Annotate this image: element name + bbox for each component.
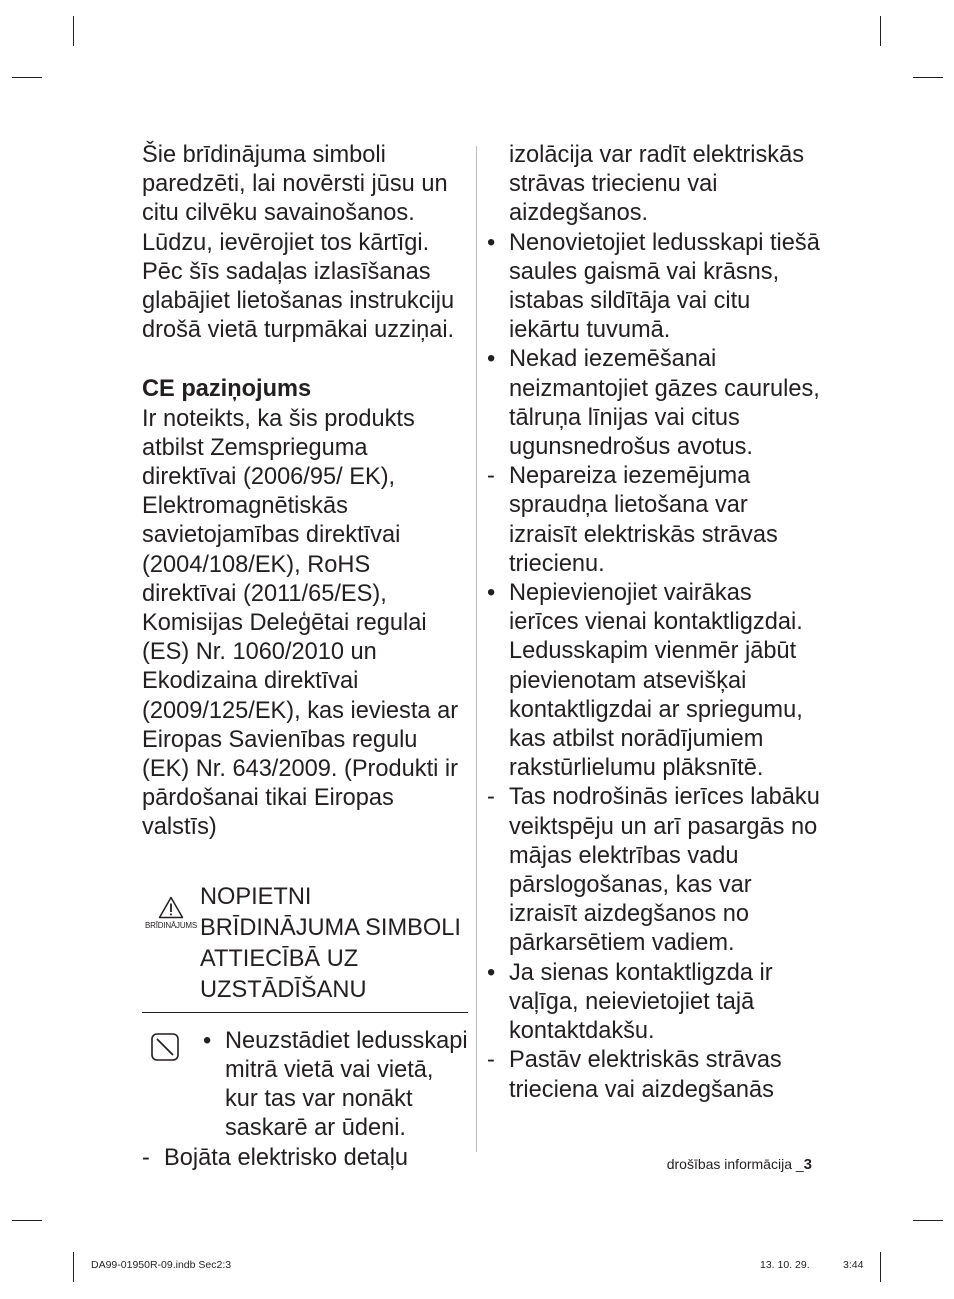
crop-mark bbox=[913, 77, 943, 78]
crop-mark bbox=[880, 16, 881, 46]
list-item-text: Ja sienas kontaktligzda ir vaļīga, neievietojiet tajā kontaktdakšu. bbox=[509, 959, 773, 1045]
crop-mark bbox=[12, 77, 42, 78]
warning-heading-block bbox=[142, 882, 468, 1013]
warning-caption: BRĪDINĀJUMS bbox=[144, 920, 198, 930]
list-item-text: Nepareiza iezemējuma spraudņa lietošana var izraisīt elektriskās strāvas triecienu. bbox=[509, 463, 778, 577]
list-marker: • bbox=[487, 580, 496, 607]
list-marker: • bbox=[487, 229, 496, 256]
list-item-text: Tas nodrošinās ierīces labāku veiktspēju un arī pasargās no mājas elektrības vadu pārslogošanas, kas var izraisīt aizdegšanos no pārkarsētiem vadiem. bbox=[509, 784, 820, 957]
bullet-marker: • bbox=[203, 1027, 212, 1054]
footer-section: drošības informācija _ bbox=[666, 1156, 804, 1172]
page-footer bbox=[667, 1154, 812, 1175]
list-marker: • bbox=[487, 346, 496, 373]
list-item-text: Nepievienojiet vairākas ierīces vienai kontaktligzdai. Ledusskapim vienmēr jābūt pievienotam atsevišķai kontaktligzdai ar spriegumu, kas atbilst norādījumiem rakstūrlielumu plāksnītē. bbox=[509, 580, 803, 782]
crop-mark bbox=[880, 1252, 881, 1282]
crop-mark bbox=[12, 1220, 42, 1221]
list-item bbox=[487, 783, 822, 958]
prohibited-text: Neuzstādiet ledusskapi mitrā vietā vai vietā, kur tas var nonākt saskarē ar ūdeni. bbox=[225, 1027, 468, 1142]
list-marker: - bbox=[487, 784, 495, 811]
list-marker: • bbox=[487, 959, 496, 986]
list-item bbox=[487, 345, 822, 462]
list-item bbox=[487, 1046, 822, 1104]
list-item bbox=[142, 1144, 468, 1173]
warning-triangle-icon bbox=[158, 896, 184, 919]
list-item bbox=[487, 229, 822, 346]
list-marker bbox=[487, 141, 509, 229]
crop-mark bbox=[913, 1220, 943, 1221]
list-item-text: Nenovietojiet ledusskapi tiešā saules gaismā vai krāsns, istabas sildītāja vai citu iekārtu tuvumā. bbox=[509, 229, 820, 344]
ce-body: Ir noteikts, ka šis produkts atbilst Zemsprieguma direktīvai (2006/95/ EK), Elektromagnētiskās savietojamības direktīvai (2004/108/EK), RoHS direktīvai (2011/65/ES), Komisijas Deleģētai regulai (ES) Nr. 1060/2010 un Ekodizaina direktīvai (2009/125/EK), kas ieviesta ar Eiropas Savienības regulu (EK) Nr. 643/2009. (Produkti ir pārdošanai tikai Eiropas valstīs) bbox=[142, 405, 459, 841]
slug-time: 3:44 bbox=[843, 1259, 864, 1271]
list-item bbox=[487, 959, 822, 1047]
list-item-text: Nekad iezemēšanai neizmantojiet gāzes caurules, tālruņa līnijas vai citus ugunsnedrošus avotus. bbox=[509, 346, 820, 461]
dash-marker: - bbox=[142, 1145, 150, 1172]
list-item bbox=[487, 462, 822, 579]
left-column bbox=[142, 141, 468, 1174]
column-divider bbox=[476, 146, 477, 1152]
list-marker: - bbox=[487, 463, 495, 490]
prohibited-item bbox=[142, 1027, 468, 1144]
warning-title: NOPIETNI BRĪDINĀJUMA SIMBOLI ATTIECĪBĀ UZ UZSTĀDĪŠANU bbox=[200, 883, 461, 1003]
list-item-text: Bojāta elektrisko detaļu bbox=[164, 1145, 408, 1172]
slug-date: 13. 10. 29. bbox=[760, 1259, 810, 1271]
list-item bbox=[487, 141, 822, 229]
crop-mark bbox=[73, 1252, 74, 1282]
page-number: 3 bbox=[803, 1156, 812, 1173]
ce-heading: CE paziņojums bbox=[142, 376, 312, 403]
list-item-text: izolācija var radīt elektriskās strāvas triecienu vai aizdegšanos. bbox=[509, 142, 805, 227]
prohibited-icon bbox=[151, 1033, 179, 1061]
right-column bbox=[487, 141, 822, 1105]
list-marker: - bbox=[487, 1047, 495, 1074]
list-item-text: Pastāv elektriskās strāvas trieciena vai aizdegšanās bbox=[509, 1047, 782, 1103]
crop-mark bbox=[73, 16, 74, 46]
intro-paragraph: Šie brīdinājuma simboli paredzēti, lai novērsti jūsu un citu cilvēku savainošanos. Lūdzu, ievērojiet tos kārtīgi. Pēc šīs sadaļas izlasīšanas glabājiet lietošanas instrukciju drošā vietā turpmākai uzziņai. bbox=[142, 142, 455, 344]
slug-file: DA99-01950R-09.indb Sec2:3 bbox=[91, 1259, 232, 1271]
list-item bbox=[487, 579, 822, 783]
